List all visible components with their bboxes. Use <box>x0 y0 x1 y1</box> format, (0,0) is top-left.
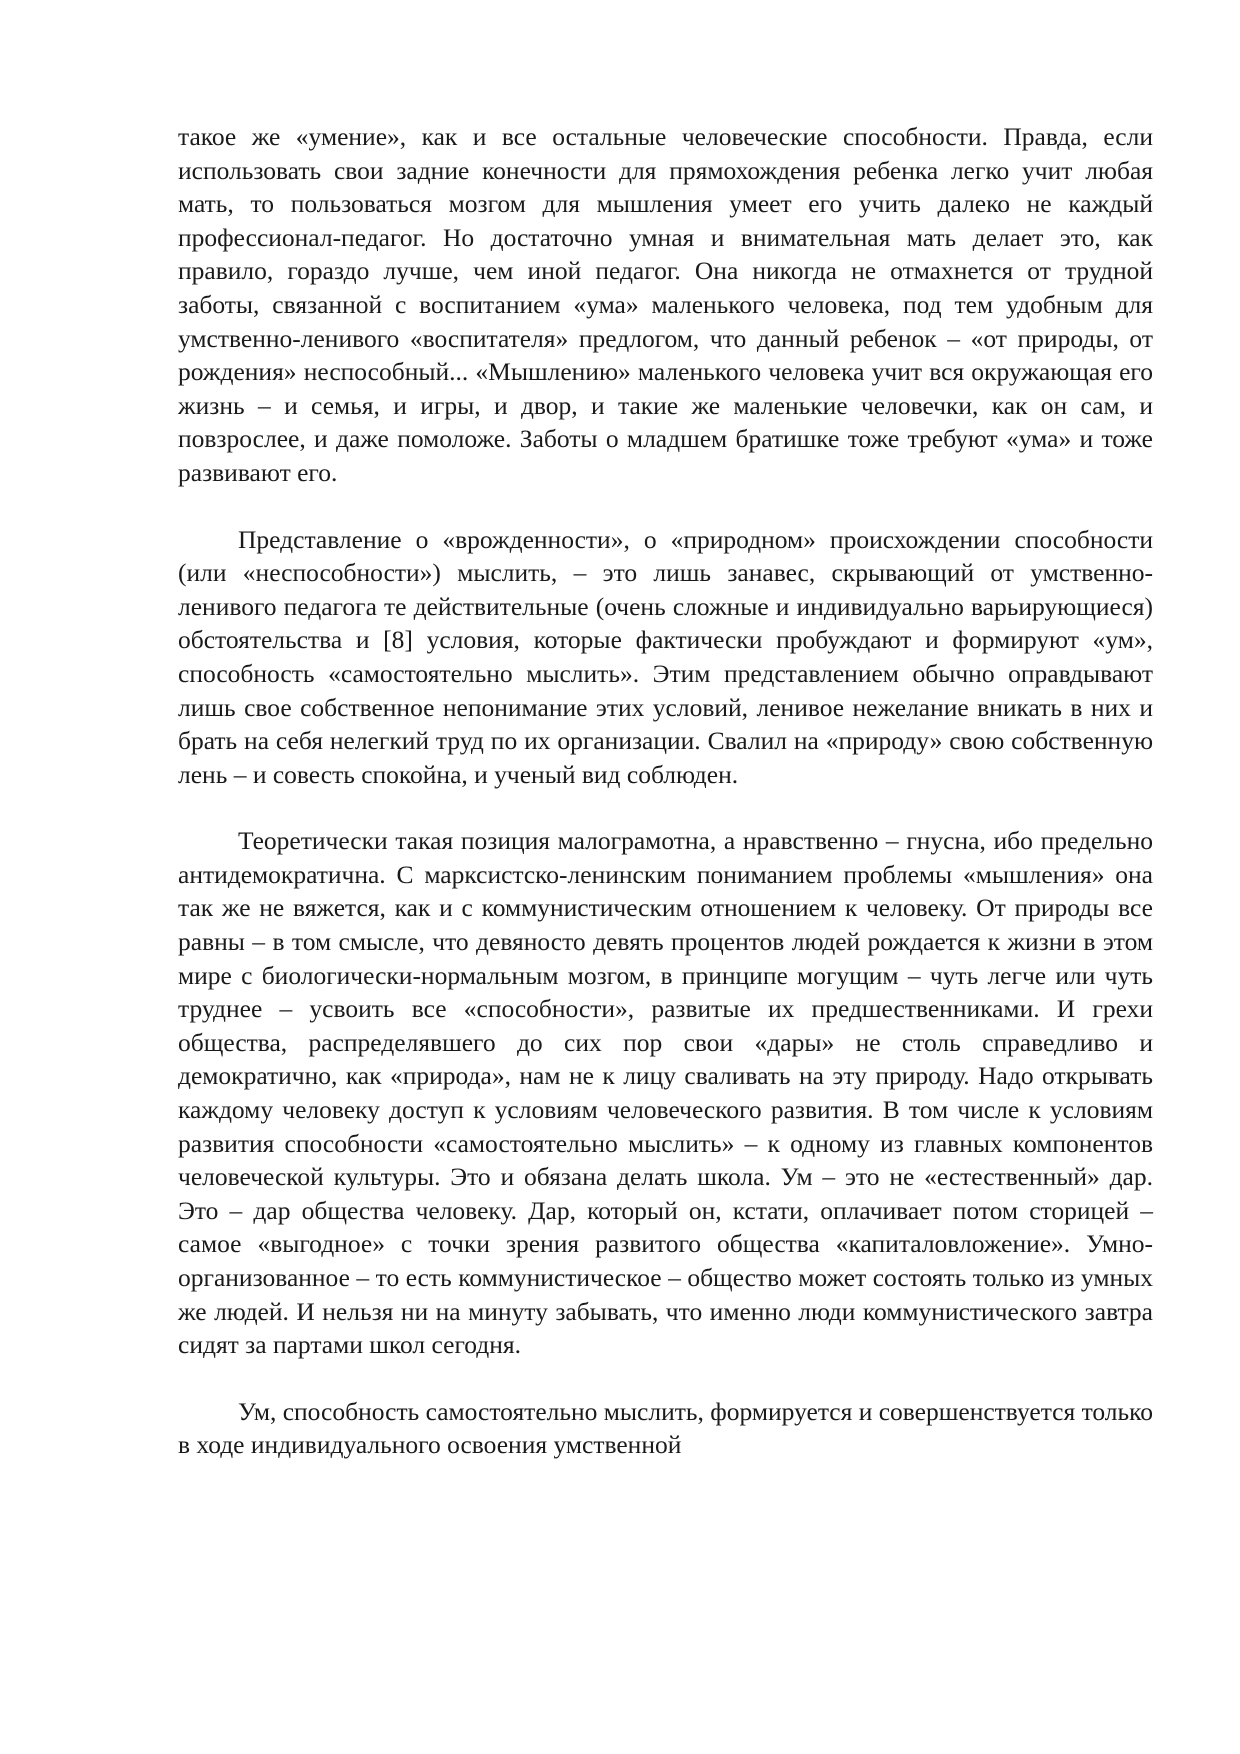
paragraph-continuation: такое же «умение», как и все остальные человеческие способности. Правда, если использовать свои задние конечности для прямохождения ребенка легко учит любая мать, то пользоваться мозгом для мышления умеет его учить далеко не каждый профессионал-педагог. Но достаточно умная и внимательная мать делает это, как правило, гораздо лучше, чем иной педагог. Она никогда не отмахнется от трудной заботы, связанной с воспитанием «ума» маленького человека, под тем удобным для умственно-ленивого «воспитателя» предлогом, что данный ребенок – «от природы, от рождения» неспособный... «Мышлению» маленького человека учит вся окружающая его жизнь – и семья, и игры, и двор, и такие же маленькие человечки, как он сам, и повзрослее, и даже помоложе. Заботы о младшем братишке тоже требуют «ума» и тоже развивают его. <box>178 122 1153 487</box>
paragraph-theoretical-position: Теоретически такая позиция малограмотна, а нравственно – гнусна, ибо предельно антидемократична. С марксистско-ленинским пониманием проблемы «мышления» она так же не вяжется, как и с коммунистическим отношением к человеку. От природы все равны – в том смысле, что девяносто девять процентов людей рождается к жизни в этом мире с биологически-нормальным мозгом, в принципе могущим – чуть легче или чуть труднее – усвоить все «способности», развитые их предшественниками. И грехи общества, распределявшего до сих пор свои «дары» не столь справедливо и демократично, как «природа», нам не к лицу сваливать на эту природу. Надо открывать каждому человеку доступ к условиям человеческого развития. В том числе к условиям развития способности «самостоятельно мыслить» – к одному из главных компонентов человеческой культуры. Это и обязана делать школа. Ум – это не «естественный» дар. Это – дар общества человеку. Дар, который он, кстати, оплачивает потом сторицей – самое «выгодное» с точки зрения развитого общества «капиталовложение». Умно-организованное – то есть коммунистическое – общество может состоять только из умных же людей. И нельзя ни на минуту забывать, что именно люди коммунистического завтра сидят за партами школ сегодня. <box>178 826 1153 1360</box>
page-text-body <box>178 120 1153 1462</box>
paragraph-innate-ability: Представление о «врожденности», о «природном» происхождении способности (или «неспособности») мыслить, – это лишь занавес, скрывающий от умственно-ленивого педагога те действительные (очень сложные и индивидуально варьирующиеся) обстоятельства и [8] условия, которые фактически пробуждают и формируют «ум», способность «самостоятельно мыслить». Этим представлением обычно оправдывают лишь свое собственное непонимание этих условий, ленивое нежелание вникать в них и брать на себя нелегкий труд по их организации. Свалил на «природу» свою собственную лень – и совесть спокойна, и ученый вид соблюден. <box>178 524 1153 789</box>
paragraph-mind-formation: Ум, способность самостоятельно мыслить, формируется и совершенствуется только в ходе индивидуального освоения умственной <box>178 1396 1153 1460</box>
